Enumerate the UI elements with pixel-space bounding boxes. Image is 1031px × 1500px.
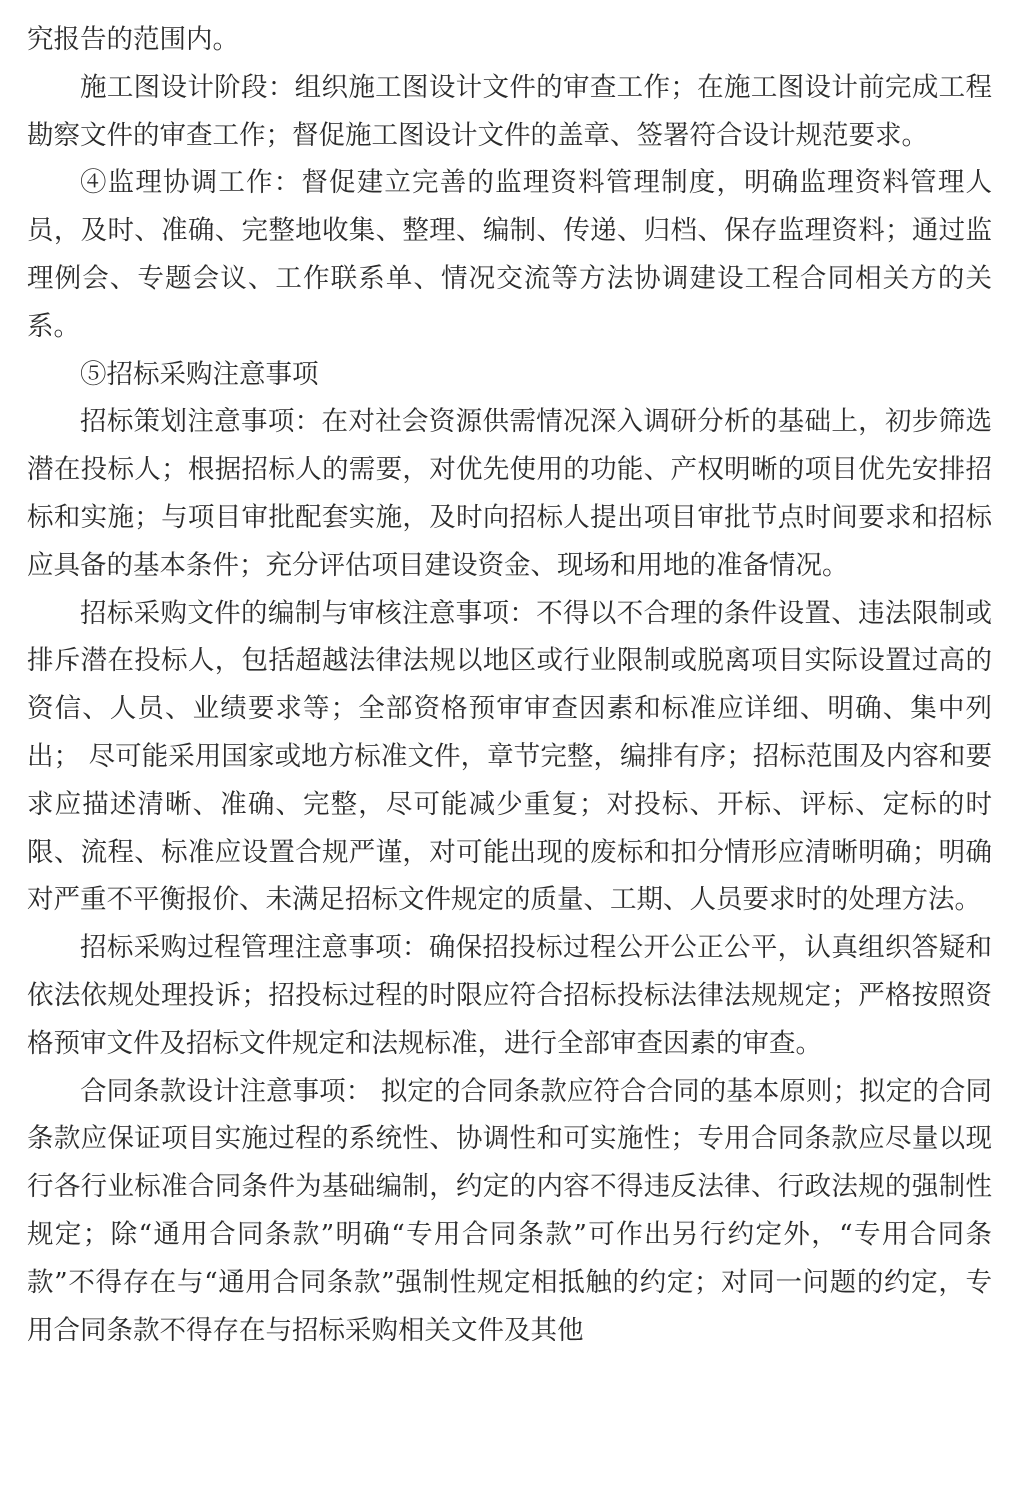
paragraph-contract-terms-design: 合同条款设计注意事项： 拟定的合同条款应符合合同的基本原则；拟定的合同条款应保证项目实施过程的系统性、协调性和可实施性；专用合同条款应尽量以现行各行业标准合同条件为基础编制，约定的内容不得违反法律、行政法规的强制性规定；除“通用合同条款”明确“专用合同条款”可作出另行约定外，“专用合同条款”不得存在与“通用合同条款”强制性规定相抵触的约定；对同一问题的约定，专用合同条款不得存在与招标采购相关文件及其他 <box>27 1075 992 1346</box>
heading-bidding-procurement-notes: ⑤招标采购注意事项 <box>80 358 319 390</box>
paragraph-construction-drawing-design: 施工图设计阶段：组织施工图设计文件的审查工作；在施工图设计前完成工程勘察文件的审查工作；督促施工图设计文件的盖章、签署符合设计规范要求。 <box>27 71 992 151</box>
paragraph-supervision-coordination: ④监理协调工作：督促建立完善的监理资料管理制度，明确监理资料管理人员，及时、准确、完整地收集、整理、编制、传递、归档、保存监理资料；通过监理例会、专题会议、工作联系单、情况交流等方法协调建设工程合同相关方的关系。 <box>27 167 992 342</box>
paragraph-bidding-process-management: 招标采购过程管理注意事项：确保招投标过程公开公正公平，认真组织答疑和依法依规处理投诉；招投标过程的时限应符合招标投标法律法规规定；严格按照资格预审文件及招标文件规定和法规标准，进行全部审查因素的审查。 <box>27 932 992 1059</box>
paragraph-bidding-planning: 招标策划注意事项：在对社会资源供需情况深入调研分析的基础上，初步筛选潜在投标人；根据招标人的需要，对优先使用的功能、产权明晰的项目优先安排招标和实施；与项目审批配套实施，及时向招标人提出项目审批节点时间要求和招标应具备的基本条件；充分评估项目建设资金、现场和用地的准备情况。 <box>27 406 992 581</box>
paragraph-bidding-documents-review: 招标采购文件的编制与审核注意事项：不得以不合理的条件设置、违法限制或排斥潜在投标人，包括超越法律法规以地区或行业限制或脱离项目实际设置过高的资信、人员、业绩要求等；全部资格预审审查因素和标准应详细、明确、集中列出； 尽可能采用国家或地方标准文件，章节完整，编排有序；招标范围及内容和要求应描述清晰、准确、完整，尽可能减少重复；对投标、开标、评标、定标的时限、流程、标准应设置合规严谨，对可能出现的废标和扣分情形应清晰明确；明确对严重不平衡报价、未满足招标文件规定的质量、工期、人员要求时的处理方法。 <box>27 597 992 916</box>
document-page <box>27 0 992 1500</box>
paragraph-continuation: 究报告的范围内。 <box>27 24 239 55</box>
